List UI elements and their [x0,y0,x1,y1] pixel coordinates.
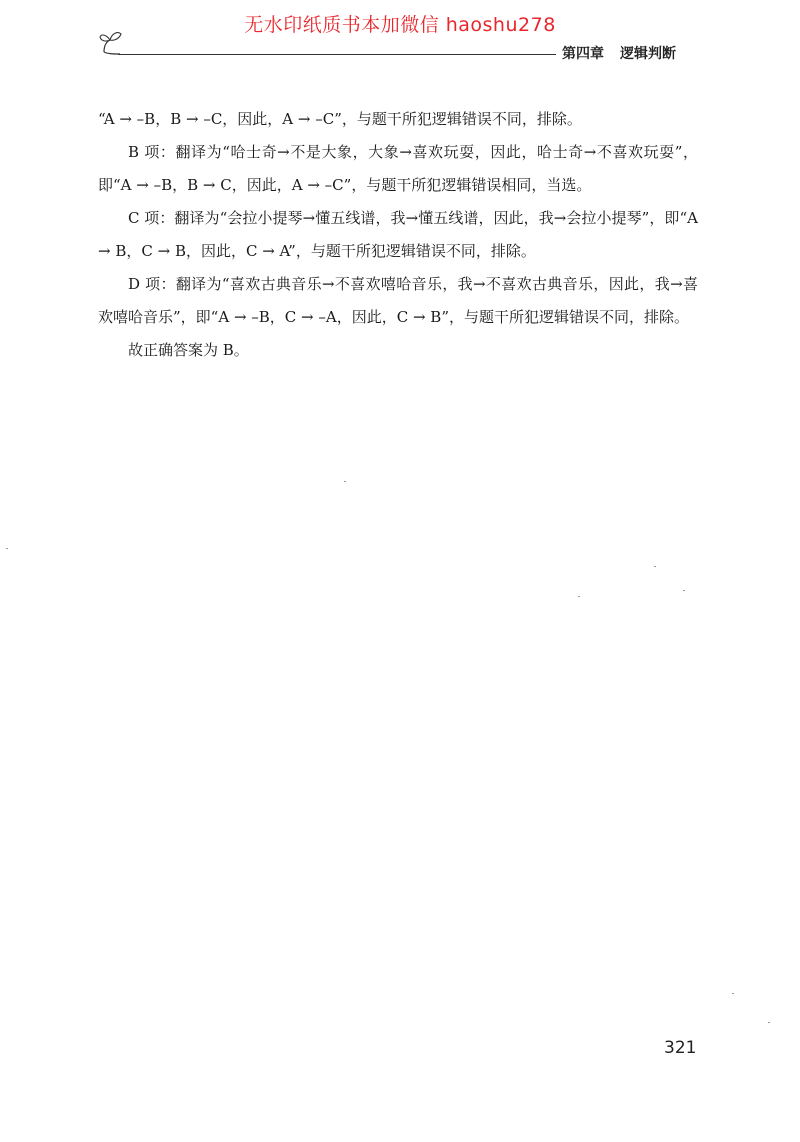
body-text [98,103,698,367]
paragraph-option-b: B 项：翻译为“哈士奇→不是大象，大象→喜欢玩耍，因此，哈士奇→不喜欢玩耍”，即“A → –B，B → C，因此，A → –C”，与题干所犯逻辑错误相同，当选。 [98,143,698,194]
scan-speck [6,548,8,549]
paragraph-option-c: C 项：翻译为“会拉小提琴→懂五线谱，我→懂五线谱，因此，我→会拉小提琴”，即“A → B，C → B，因此，C → A”，与题干所犯逻辑错误不同，排除。 [98,209,698,260]
watermark-text: 无水印纸质书本加微信 haoshu278 [244,14,556,36]
scan-speck [732,993,734,994]
paragraph-answer: 故正确答案为 B。 [128,341,249,359]
paragraph-option-d: D 项：翻译为“喜欢古典音乐→不喜欢嘻哈音乐，我→不喜欢古典音乐，因此，我→喜欢嘻哈音乐”，即“A → –B，C → –A，因此，C → B”，与题干所犯逻辑错误不同，排除。 [98,275,698,326]
scan-speck [344,481,346,482]
chapter-label: 第四章 [562,46,604,62]
page-number: 321 [664,1038,697,1058]
scan-speck [683,590,685,591]
scan-speck [768,1022,770,1023]
section-label: 逻辑判断 [620,46,676,62]
running-header [562,43,676,63]
scan-speck [654,566,656,567]
paragraph-a-continued: “A → –B，B → –C，因此，A → –C”，与题干所犯逻辑错误不同，排除。 [98,110,582,128]
header-rule [118,54,556,55]
scan-speck [578,596,580,597]
sprout-ornament-icon [98,28,128,56]
